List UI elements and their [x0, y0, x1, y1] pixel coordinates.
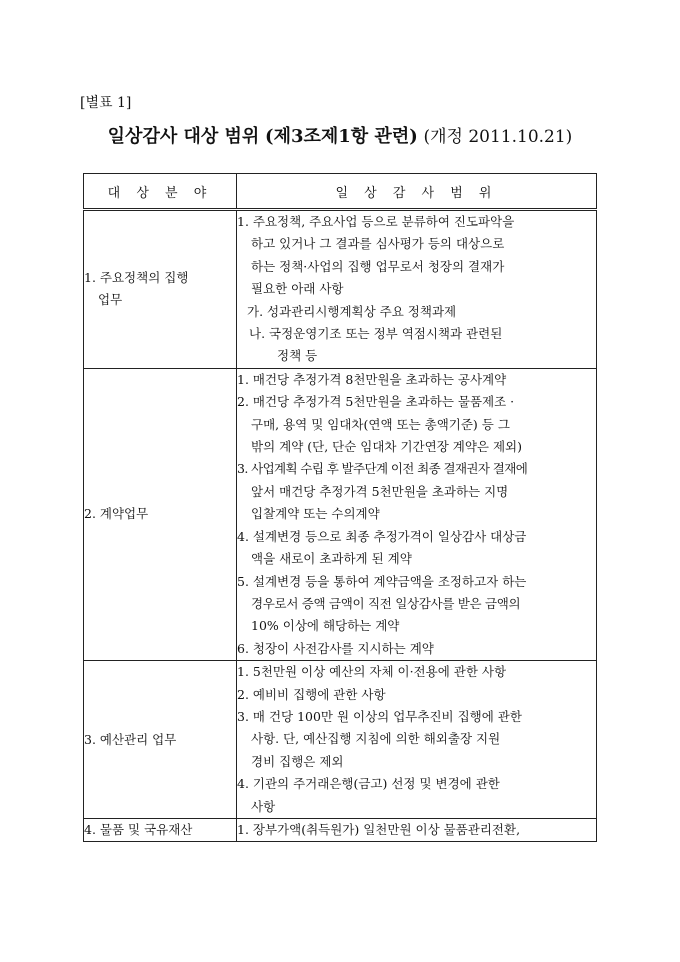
item-line: 1. 주요정책, 주요사업 등으로 분류하여 진도파악을 [237, 214, 515, 229]
item-line: 하고 있거나 그 결과를 심사평가 등의 대상으로 [251, 236, 505, 252]
item-line: 6. 청장이 사전감사를 지시하는 계약 [237, 640, 434, 656]
table-header-row [84, 174, 597, 210]
list-item [237, 526, 596, 571]
category-label-line2: 업무 [98, 292, 123, 308]
item-line: 나. 국정운영기조 또는 정부 역점시책과 관련된 [249, 326, 503, 342]
list-item [237, 301, 596, 323]
item-line: 1. 장부가액(취득원가) 일천만원 이상 물품관리전환, [237, 821, 521, 837]
category-cell [84, 210, 237, 369]
item-line: 5. 설계변경 등을 통하여 계약금액을 조정하고자 하는 [237, 573, 527, 589]
list-item [237, 458, 596, 525]
list-item [237, 369, 596, 391]
title-section-ref: (제3조제1항 관련) [265, 126, 418, 147]
page-title [0, 122, 680, 148]
list-item [237, 684, 596, 706]
list-item [237, 819, 596, 841]
category-cell: 2. 계약업무 [84, 368, 237, 660]
header-scope: 일 상 감 사 범 위 [237, 174, 597, 210]
list-item [237, 661, 596, 683]
list-item [237, 323, 596, 368]
title-main: 일상감사 대상 범위 [107, 126, 260, 147]
item-line: 가. 성과관리시행계획상 주요 정책과제 [247, 303, 457, 319]
list-item [237, 706, 596, 773]
item-line: 입찰계약 또는 수의계약 [251, 506, 380, 522]
item-line: 정책 등 [277, 348, 318, 364]
audit-scope-table [83, 173, 597, 842]
list-item [237, 211, 596, 301]
item-line: 사항 [251, 798, 276, 814]
annex-label: [별표 1] [80, 95, 132, 111]
header-category: 대 상 분 야 [84, 174, 237, 210]
list-item [237, 773, 596, 818]
item-line: 앞서 매건당 추정가격 5천만원을 초과하는 지명 [251, 483, 509, 499]
item-line: 2. 매건당 추정가격 5천만원을 초과하는 물품제조 · [237, 394, 515, 410]
item-line: 경우로서 증액 금액이 직전 일상감사를 받은 금액의 [251, 595, 521, 611]
item-line: 3. 사업계획 수립 후 발주단계 이전 최종 결재권자 결재에 [237, 461, 528, 477]
item-line: 사항. 단, 예산집행 지침에 의한 해외출장 지원 [251, 731, 501, 747]
scope-cell [237, 210, 597, 369]
item-line: 구매, 용역 및 임대차(연액 또는 총액기준) 등 그 [251, 416, 510, 432]
category-cell: 3. 예산관리 업무 [84, 661, 237, 819]
table-row [84, 661, 597, 819]
item-line: 4. 기관의 주거래은행(금고) 선정 및 변경에 관한 [237, 776, 500, 792]
item-line: 경비 집행은 제외 [251, 753, 344, 769]
item-line: 1. 매건당 추정가격 8천만원을 초과하는 공사계약 [237, 371, 507, 387]
title-revision: (개정 2011.10.21) [423, 127, 573, 147]
item-line: 액을 새로이 초과하게 된 계약 [251, 551, 412, 567]
table-row [84, 210, 597, 369]
item-line: 3. 매 건당 100만 원 이상의 업무추진비 집행에 관한 [237, 708, 522, 724]
category-cell: 4. 물품 및 국유재산 [84, 818, 237, 841]
item-line: 하는 정책·사업의 집행 업무로서 청장의 결재가 [251, 258, 505, 274]
scope-cell [237, 661, 597, 819]
item-line: 2. 예비비 집행에 관한 사항 [237, 686, 386, 702]
item-line: 필요한 아래 사항 [251, 281, 344, 297]
item-line: 4. 설계변경 등으로 최종 추정가격이 일상감사 대상금 [237, 528, 527, 544]
item-line: 밖의 계약 (단, 단순 임대차 기간연장 계약은 제외) [251, 439, 522, 455]
list-item [237, 391, 596, 458]
scope-cell [237, 818, 597, 841]
item-line: 1. 5천만원 이상 예산의 자체 이·전용에 관한 사항 [237, 664, 507, 680]
scope-cell [237, 368, 597, 660]
item-line: 10% 이상에 해당하는 계약 [251, 618, 400, 634]
list-item [237, 638, 596, 660]
list-item [237, 571, 596, 638]
category-label-line1: 1. 주요정책의 집행 [84, 270, 189, 286]
table-row [84, 818, 597, 841]
table-row [84, 368, 597, 660]
